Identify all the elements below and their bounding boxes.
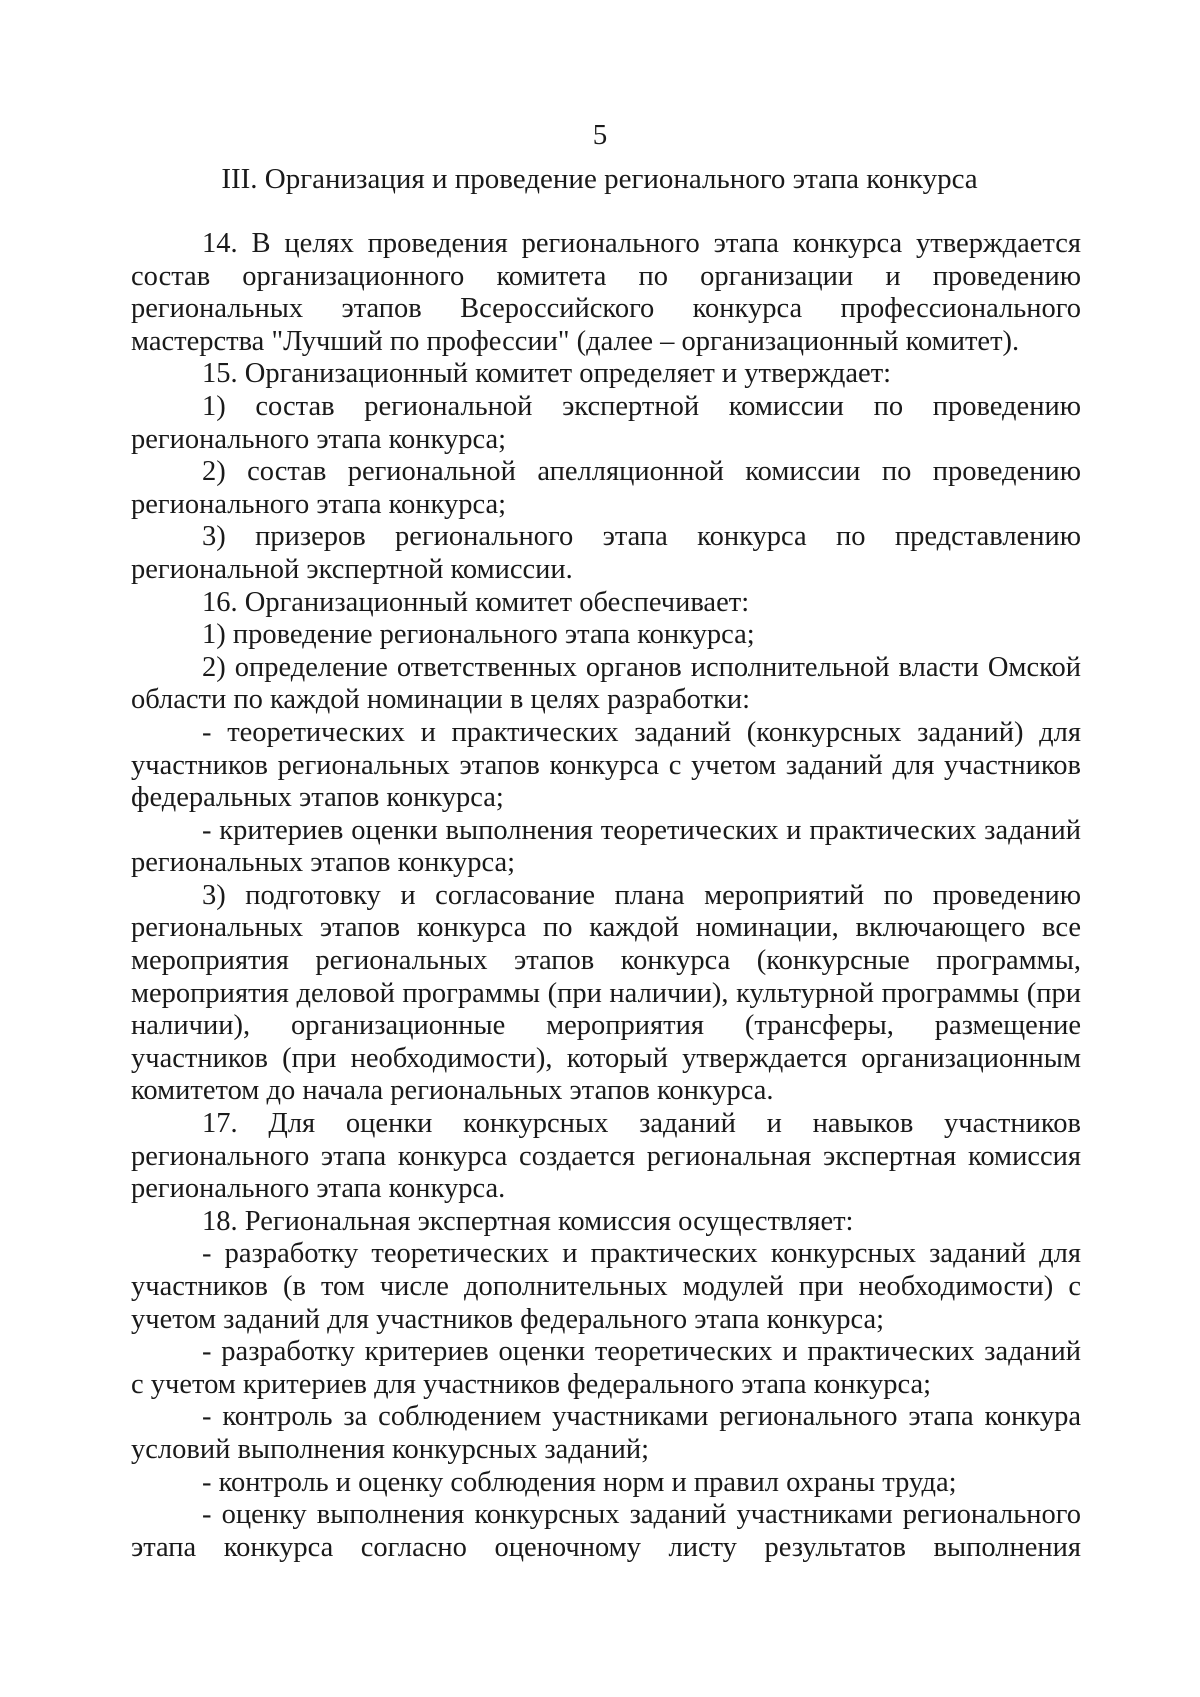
- paragraph-18-dash-1: - разработку теоретических и практических конкурсных заданий для участников (в том числе дополнительных модулей при необходимости) с учетом заданий для участников федерального этапа конкурса;: [131, 1238, 1081, 1335]
- paragraph-18-dash-5: - оценку выполнения конкурсных заданий участниками регионального этапа конкурса согласно оценочному листу результатов выполнения: [131, 1499, 1081, 1563]
- paragraph-15-item-1: 1) состав региональной экспертной комиссии по проведению регионального этапа конкурса;: [131, 390, 1081, 455]
- paragraph-18-dash-3: - контроль за соблюдением участниками регионального этапа конкура условий выполнения конкурсных заданий;: [131, 1401, 1081, 1465]
- paragraph-17: 17. Для оценки конкурсных заданий и навыков участников регионального этапа конкурса создается региональная экспертная комиссия регионального этапа конкурса.: [131, 1108, 1081, 1205]
- paragraph-18: 18. Региональная экспертная комиссия осуществляет:: [202, 1205, 854, 1237]
- paragraph-16: 16. Организационный комитет обеспечивает:: [202, 586, 750, 618]
- document-body: [131, 228, 1081, 1564]
- paragraph-16-item-2-dash-1: - теоретических и практических заданий (конкурсных заданий) для участников региональных этапов конкурса с учетом заданий для участников федеральных этапов конкурса;: [131, 716, 1081, 814]
- paragraph-15: 15. Организационный комитет определяет и утверждает:: [202, 358, 892, 390]
- paragraph-16-item-1: 1) проведение регионального этапа конкурса;: [202, 619, 755, 651]
- paragraph-18-dash-2: - разработку критериев оценки теоретических и практических заданий с учетом критериев для участников федерального этапа конкурса;: [131, 1336, 1081, 1400]
- paragraph-15-item-3: 3) призеров регионального этапа конкурса по представлению региональной экспертной комиссии.: [131, 521, 1081, 585]
- paragraph-16-item-3: 3) подготовку и согласование плана мероприятий по проведению региональных этапов конкурса по каждой номинации, включающего все мероприятия региональных этапов конкурса (конкурсные программы, мероприятия деловой программы (при наличии), культурной программы (при наличии), организационные мероприятия (трансферы, размещение участников (при необходимости), который утверждается организационным комитетом до начала региональных этапов конкурса.: [131, 879, 1081, 1107]
- paragraph-16-item-2-dash-2: - критериев оценки выполнения теоретических и практических заданий региональных этапов конкурса;: [131, 814, 1081, 879]
- section-title: III. Организация и проведение регионального этапа конкурса: [221, 163, 978, 195]
- paragraph-15-item-2: 2) состав региональной апелляционной комиссии по проведению регионального этапа конкурса;: [131, 456, 1081, 520]
- paragraph-14: 14. В целях проведения регионального этапа конкурса утверждается состав организационного комитета по организации и проведению региональных этапов Всероссийского конкурса профессионального мастерства "Лучший по профессии" (далее – организационный комитет).: [131, 228, 1081, 357]
- page-number: 5: [592, 119, 608, 151]
- paragraph-16-item-2: 2) определение ответственных органов исполнительной власти Омской области по каждой номинации в целях разработки:: [131, 651, 1081, 716]
- paragraph-18-dash-4: - контроль и оценку соблюдения норм и правил охраны труда;: [202, 1466, 957, 1498]
